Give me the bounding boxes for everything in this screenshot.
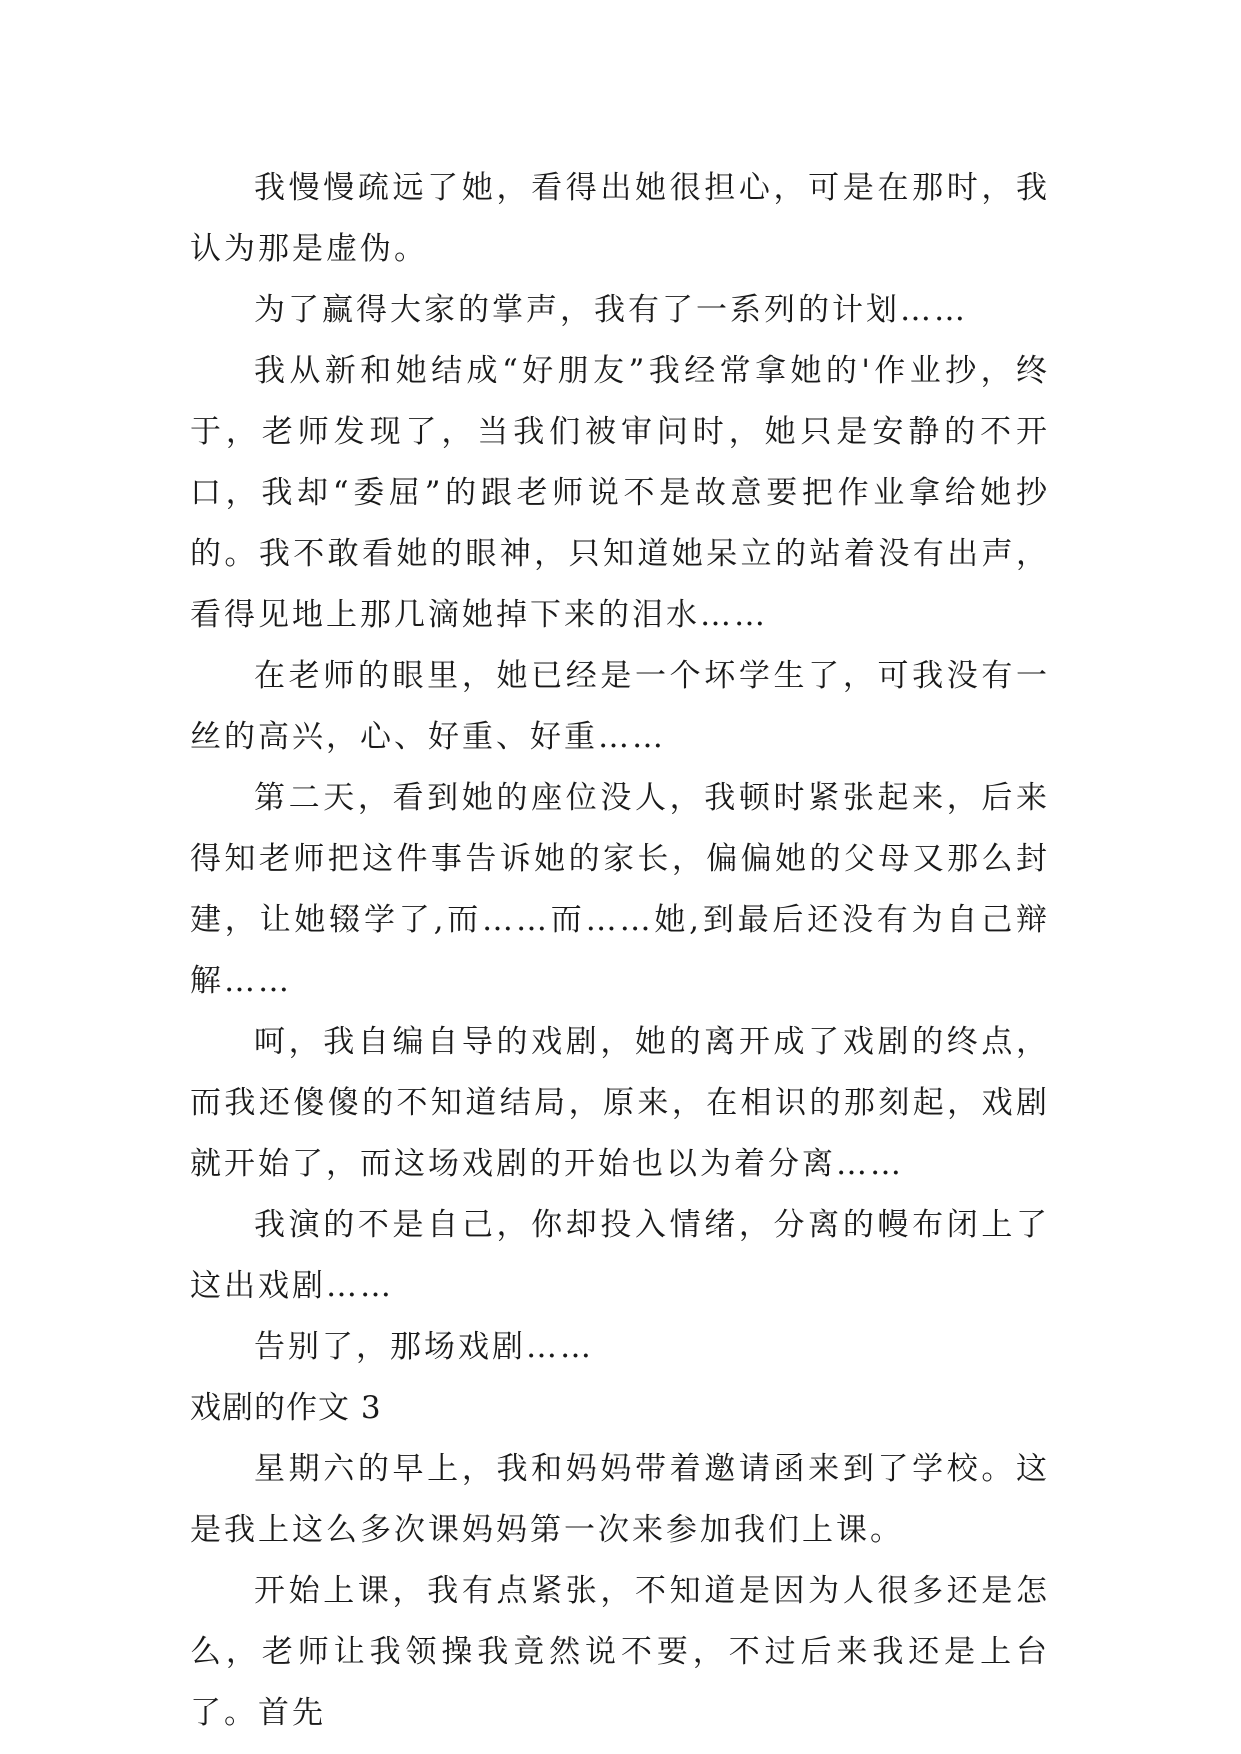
paragraph: 呵，我自编自导的戏剧，她的离开成了戏剧的终点，而我还傻傻的不知道结局，原来，在相识的那刻起，戏剧就开始了，而这场戏剧的开始也以为着分离…… <box>190 1024 1050 1182</box>
paragraph: 星期六的早上，我和妈妈带着邀请函来到了学校。这是我上这么多次课妈妈第一次来参加我们上课。 <box>190 1451 1050 1548</box>
paragraph: 在老师的眼里，她已经是一个坏学生了，可我没有一丝的高兴，心、好重、好重…… <box>190 658 1050 755</box>
paragraph: 我演的不是自己，你却投入情绪，分离的幔布闭上了这出戏剧…… <box>190 1207 1050 1304</box>
paragraph: 开始上课，我有点紧张，不知道是因为人很多还是怎么，老师让我领操我竟然说不要，不过后来我还是上台了。首先 <box>190 1573 1050 1731</box>
paragraph: 我慢慢疏远了她，看得出她很担心，可是在那时，我认为那是虚伪。 <box>190 170 1050 267</box>
paragraph: 第二天，看到她的座位没人，我顿时紧张起来，后来得知老师把这件事告诉她的家长，偏偏她的父母又那么封建，让她辍学了,而……而……她,到最后还没有为自己辩解…… <box>190 780 1050 999</box>
paragraph: 我从新和她结成“好朋友”我经常拿她的'作业抄，终于，老师发现了，当我们被审问时，她只是安静的不开口，我却“委屈”的跟老师说不是故意要把作业拿给她抄的。我不敢看她的眼神，只知道她呆立的站着没有出声，看得见地上那几滴她掉下来的泪水…… <box>190 353 1050 633</box>
essay-body <box>190 158 1050 1744</box>
paragraph: 告别了，那场戏剧…… <box>254 1329 594 1365</box>
section-title: 戏剧的作文 3 <box>190 1390 382 1426</box>
paragraph: 为了赢得大家的掌声，我有了一系列的计划…… <box>254 292 968 328</box>
